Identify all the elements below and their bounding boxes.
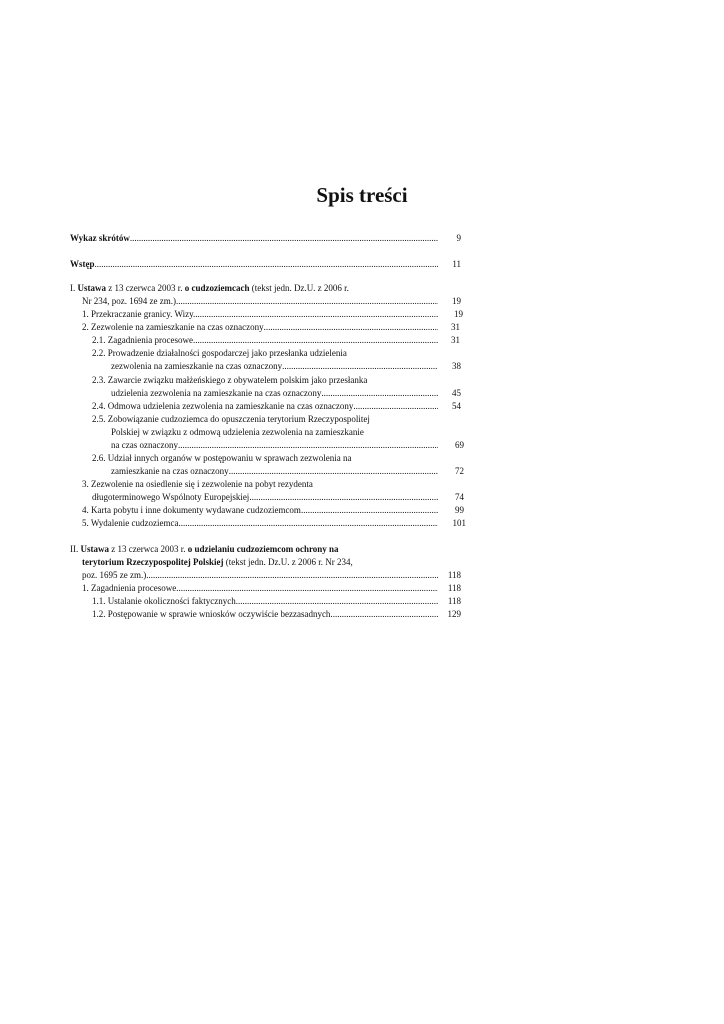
toc-entry-part-ii <box>70 543 339 556</box>
toc-entry-label: 1. Zagadnienia procesowe <box>82 583 177 593</box>
leader-dots <box>238 595 438 608</box>
act-date: z 13 czerwca 2003 r. <box>106 283 185 293</box>
toc-entry-i-2-5-line2: Polskiej w związku z odmową udzielenia zezwolenia na zamieszkanie <box>111 427 364 437</box>
toc-page-number: 11 <box>452 259 461 269</box>
toc-entry-label: długoterminowego Wspólnoty Europejskiej <box>92 492 250 502</box>
toc-entry-i-2-1 <box>92 334 438 347</box>
toc-entry-i-2-2-cont <box>111 360 438 373</box>
toc-entry-wstep <box>70 258 438 271</box>
toc-entry-label: 1.2. Postępowanie w sprawie wniosków oczywiście bezzasadnych. <box>92 609 333 619</box>
leader-dots <box>95 258 439 271</box>
act-citation-cont: Nr 234, poz. 1694 ze zm.). <box>82 296 179 306</box>
leader-dots <box>321 387 438 400</box>
toc-page-number: 9 <box>456 233 461 243</box>
leader-dots <box>353 400 438 413</box>
leader-dots <box>282 360 438 373</box>
leader-dots <box>178 439 438 452</box>
toc-page-number: 74 <box>455 492 464 502</box>
act-date: z 13 czerwca 2003 r. <box>109 544 188 554</box>
act-citation-cont: poz. 1695 ze zm.). <box>82 570 149 580</box>
toc-entry-ii-1-2 <box>92 608 438 621</box>
toc-entry-i-3: 3. Zezwolenie na osiedlenie się i zezwolenie na pobyt rezydenta <box>82 479 313 489</box>
toc-page-number: 101 <box>452 518 466 528</box>
toc-page-number: 54 <box>452 401 461 411</box>
toc-entry-i-5 <box>82 517 438 530</box>
toc-entry-ii-1 <box>82 582 438 595</box>
page-title: Spis treści <box>316 183 408 207</box>
toc-entry-label: 1. Przekraczanie granicy. Wizy. <box>82 309 196 319</box>
toc-entry-i-2-5: 2.5. Zobowiązanie cudzoziemca do opuszczenia terytorium Rzeczypospolitej <box>92 414 370 424</box>
toc-entry-label: Wykaz skrótów <box>70 233 130 243</box>
toc-page-number: 72 <box>455 466 464 476</box>
toc-entry-label: na czas oznaczony <box>111 440 178 450</box>
toc-page-number: 19 <box>454 309 463 319</box>
toc-entry-label: zezwolenia na zamieszkanie na czas oznaczony <box>111 361 283 371</box>
toc-page-number: 19 <box>452 296 461 306</box>
act-name-cont: terytorium Rzeczypospolitej Polskiej <box>82 557 224 567</box>
act-citation: (tekst jedn. Dz.U. z 2006 r. Nr 234, <box>223 557 353 567</box>
toc-entry-i-2-3-cont <box>111 387 438 400</box>
toc-entry-label: 1.1. Ustalanie okoliczności faktycznych. <box>92 596 238 606</box>
leader-dots <box>178 295 438 308</box>
toc-page-number: 129 <box>447 609 461 619</box>
leader-dots <box>249 491 438 504</box>
toc-entry-i-4 <box>82 504 438 517</box>
toc-entry-ii-1-1 <box>92 595 438 608</box>
toc-entry-i-1 <box>82 308 438 321</box>
part-number: II. <box>70 544 79 554</box>
leader-dots <box>301 504 438 517</box>
leader-dots <box>130 232 438 245</box>
toc-page-number: 69 <box>455 440 464 450</box>
act-type: Ustawa <box>77 283 106 293</box>
toc-entry-label: 5. Wydalenie cudzoziemca <box>82 518 179 528</box>
toc-page-number: 99 <box>455 505 464 515</box>
toc-entry-label: 4. Karta pobytu i inne dokumenty wydawane cudzoziemcom <box>82 505 301 515</box>
toc-entry-i-2-4 <box>92 400 438 413</box>
toc-page-number: 118 <box>447 570 461 580</box>
toc-page-number: 31 <box>451 335 460 345</box>
leader-dots <box>229 465 438 478</box>
toc-entry-part-i-cont <box>82 295 438 308</box>
toc-page-number: 38 <box>452 361 461 371</box>
leader-dots <box>148 569 438 582</box>
toc-page-number: 118 <box>447 583 461 593</box>
toc-entry-part-i <box>70 282 349 295</box>
toc-page-number: 118 <box>447 596 461 606</box>
toc-entry-i-2-2: 2.2. Prowadzenie działalności gospodarczej jako przesłanka udzielenia <box>92 348 347 358</box>
act-type: Ustawa <box>80 544 109 554</box>
toc-entry-label: udzielenia zezwolenia na zamieszkanie na czas oznaczony <box>111 388 322 398</box>
part-number: I. <box>70 283 76 293</box>
toc-entry-i-2-6-cont <box>111 465 438 478</box>
toc-entry-i-3-cont <box>92 491 438 504</box>
toc-entry-label: 2.1. Zagadnienia procesowe. <box>92 335 196 345</box>
leader-dots <box>176 582 438 595</box>
toc-entry-i-2-6: 2.6. Udział innych organów w postępowaniu w sprawach zezwolenia na <box>92 453 352 463</box>
toc-entry-i-2-5-cont <box>111 439 438 452</box>
toc-entry-i-2-3: 2.3. Zawarcie związku małżeńskiego z obywatelem polskim jako przesłanka <box>92 375 368 385</box>
leader-dots <box>179 517 439 530</box>
toc-entry-label: 2. Zezwolenie na zamieszkanie na czas oznaczony <box>82 322 264 332</box>
leader-dots <box>333 608 438 621</box>
toc-entry-part-ii-cont <box>82 569 438 582</box>
leader-dots <box>264 321 438 334</box>
leader-dots <box>195 308 438 321</box>
toc-entry-i-2 <box>82 321 438 334</box>
leader-dots <box>195 334 438 347</box>
act-name: o udzielaniu cudzoziemcom ochrony na <box>187 544 339 554</box>
toc-entry-part-ii-line2 <box>82 556 353 569</box>
toc-page-number: 31 <box>451 322 460 332</box>
toc-entry-wykaz <box>70 232 438 245</box>
toc-entry-label: 2.4. Odmowa udzielenia zezwolenia na zamieszkanie na czas oznaczony <box>92 401 354 411</box>
toc-page-number: 45 <box>452 388 461 398</box>
toc-entry-label: zamieszkanie na czas oznaczony <box>111 466 229 476</box>
act-citation: (tekst jedn. Dz.U. z 2006 r. <box>249 283 349 293</box>
toc-entry-label: Wstęp <box>70 259 95 269</box>
act-name: o cudzoziemcach <box>184 283 250 293</box>
